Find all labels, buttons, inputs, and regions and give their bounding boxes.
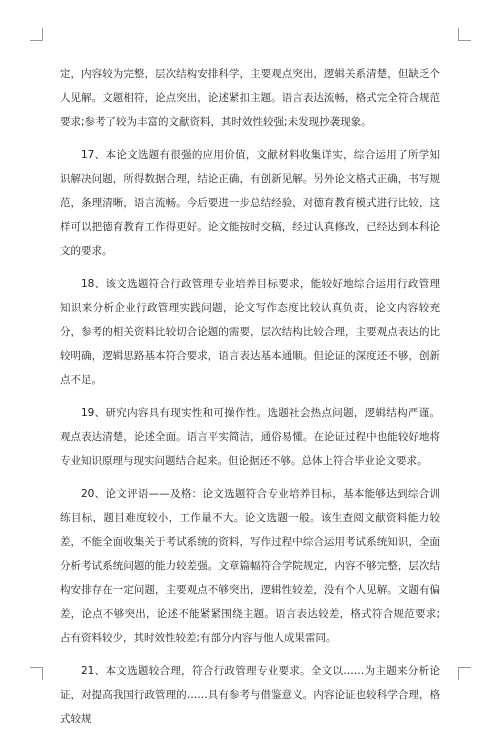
paragraph-continued: 定，内容较为完整，层次结构安排科学，主要观点突出，逻辑关系清楚，但缺乏个人见解。文题相符，论点突出，论述紧扣主题。语言表达流畅，格式完全符合规范要求;参考了较为丰富的文献资料，其时效性较强;未发现抄袭现象。 (60, 68, 440, 128)
document-body (60, 62, 440, 740)
crop-mark-top-right (458, 28, 471, 41)
paragraph-20: 20、论文评语——及格：论文选题符合专业培养目标，基本能够达到综合训练目标，题目难度较小，工作量不大。论文选题一般。该生查阅文献资料能力较差，不能全面收集关于考试系统的资料，写作过程中综合运用考试系统知识，全面分析考试系统问题的能力较差强。文章篇幅符合学院规定，内容不够完整，层次结构安排存在一定问题，主要观点不够突出，逻辑性较差，没有个人见解。文题有偏差，论点不够突出，论述不能紧紧围绕主题。语言表达较差，格式符合规范要求;占有资料较少，其时效性较差;有部分内容与他人成果雷同。 (60, 488, 440, 644)
paragraph-21: 21、本文选题较合理，符合行政管理专业要求。全文以……为主题来分析论证，对提高我国行政管理的……具有参考与借鉴意义。内容论证也较科学合理，格式较规 (60, 665, 440, 725)
crop-mark-top-left (30, 28, 43, 41)
paragraph-19: 19、研究内容具有现实性和可操作性。选题社会热点问题，逻辑结构严谨。观点表达清楚，论述全面。语言平实简洁，通俗易懂。在论证过程中也能较好地将专业知识原理与现实问题结合起来。但论据还不够。总体上符合毕业论文要求。 (60, 407, 440, 467)
crop-mark-bottom-right (458, 667, 471, 680)
paragraph-17: 17、本论文选题有很强的应用价值，文献材料收集详实，综合运用了所学知识解决问题，所得数据合理，结论正确，有创新见解。另外论文格式正确，书写规范，条理清晰，语言流畅。今后要进一步总结经验，对德育教育模式进行比较，这样可以把德育教育工作得更好。论文能按时交稿，经过认真修改，已经达到本科论文的要求。 (60, 149, 440, 257)
paragraph-18: 18、该文选题符合行政管理专业培养目标要求，能较好地综合运用行政管理知识来分析企业行政管理实践问题，论文写作态度比较认真负责，论文内容较充分，参考的相关资料比较切合论题的需要，层次结构比较合理，主要观点表达的比较明确，逻辑思路基本符合要求，语言表达基本通顺。但论证的深度还不够，创新点不足。 (60, 278, 440, 386)
crop-mark-bottom-left (30, 667, 43, 680)
